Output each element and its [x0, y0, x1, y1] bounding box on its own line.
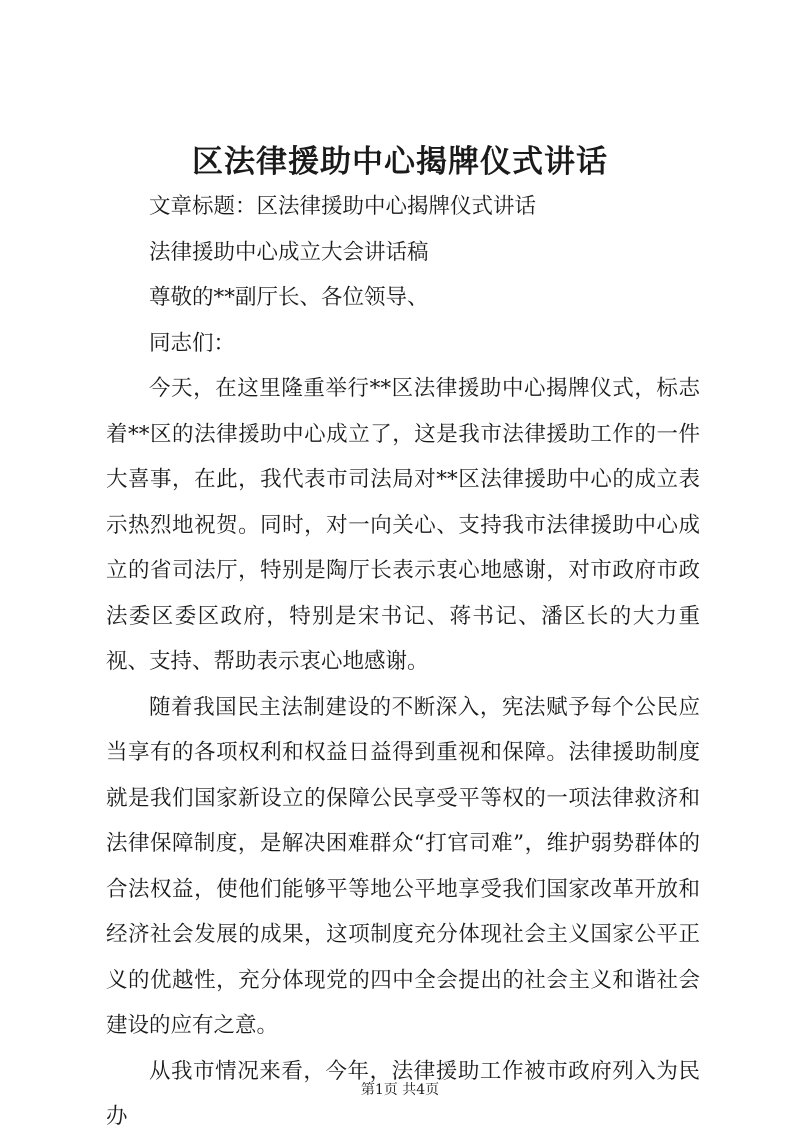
document-title: 区法律援助中心揭牌仪式讲话 [192, 144, 608, 180]
document-body [106, 184, 700, 1140]
paragraph-legal-aid-system: 随着我国民主法制建设的不断深入，宪法赋予每个公民应当享有的各项权利和权益日益得到重视和保障。法律援助制度就是我们国家新设立的保障公民享受平等权的一项法律救济和法律保障制度，是解决困难群众“打官司难”，维护弱势群体的合法权益，使他们能够平等地公平地享受我们国家改革开放和经济社会发展的成果，这项制度充分体现社会主义国家公平正义的优越性，充分体现党的四中全会提出的社会主义和谐社会建设的应有之意。 [106, 694, 700, 1038]
paragraph-greeting: 同志们： [149, 330, 236, 356]
page-footer: 第1页 共4页 [360, 1082, 440, 1098]
paragraph-article-title: 文章标题：区法律援助中心揭牌仪式讲话 [149, 194, 537, 219]
paragraph-salutation: 尊敬的**副厅长、各位领导、 [149, 285, 429, 310]
paragraph-city-situation: 从我市情况来看，今年，法律援助工作被市政府列入为民办 [106, 1058, 700, 1129]
paragraph-subtitle: 法律援助中心成立大会讲话稿 [149, 239, 429, 265]
paragraph-opening: 今天，在这里隆重举行**区法律援助中心揭牌仪式，标志着**区的法律援助中心成立了，这是我市法律援助工作的一件大喜事，在此，我代表市司法局对**区法律援助中心的成立表示热烈地祝贺。同时，对一向关心、支持我市法律援助中心成立的省司法厅，特别是陶厅长表示衷心地感谢，对市政府市政法委区委区政府，特别是宋书记、蒋书记、潘区长的大力重视、支持、帮助表示衷心地感谢。 [106, 376, 700, 674]
